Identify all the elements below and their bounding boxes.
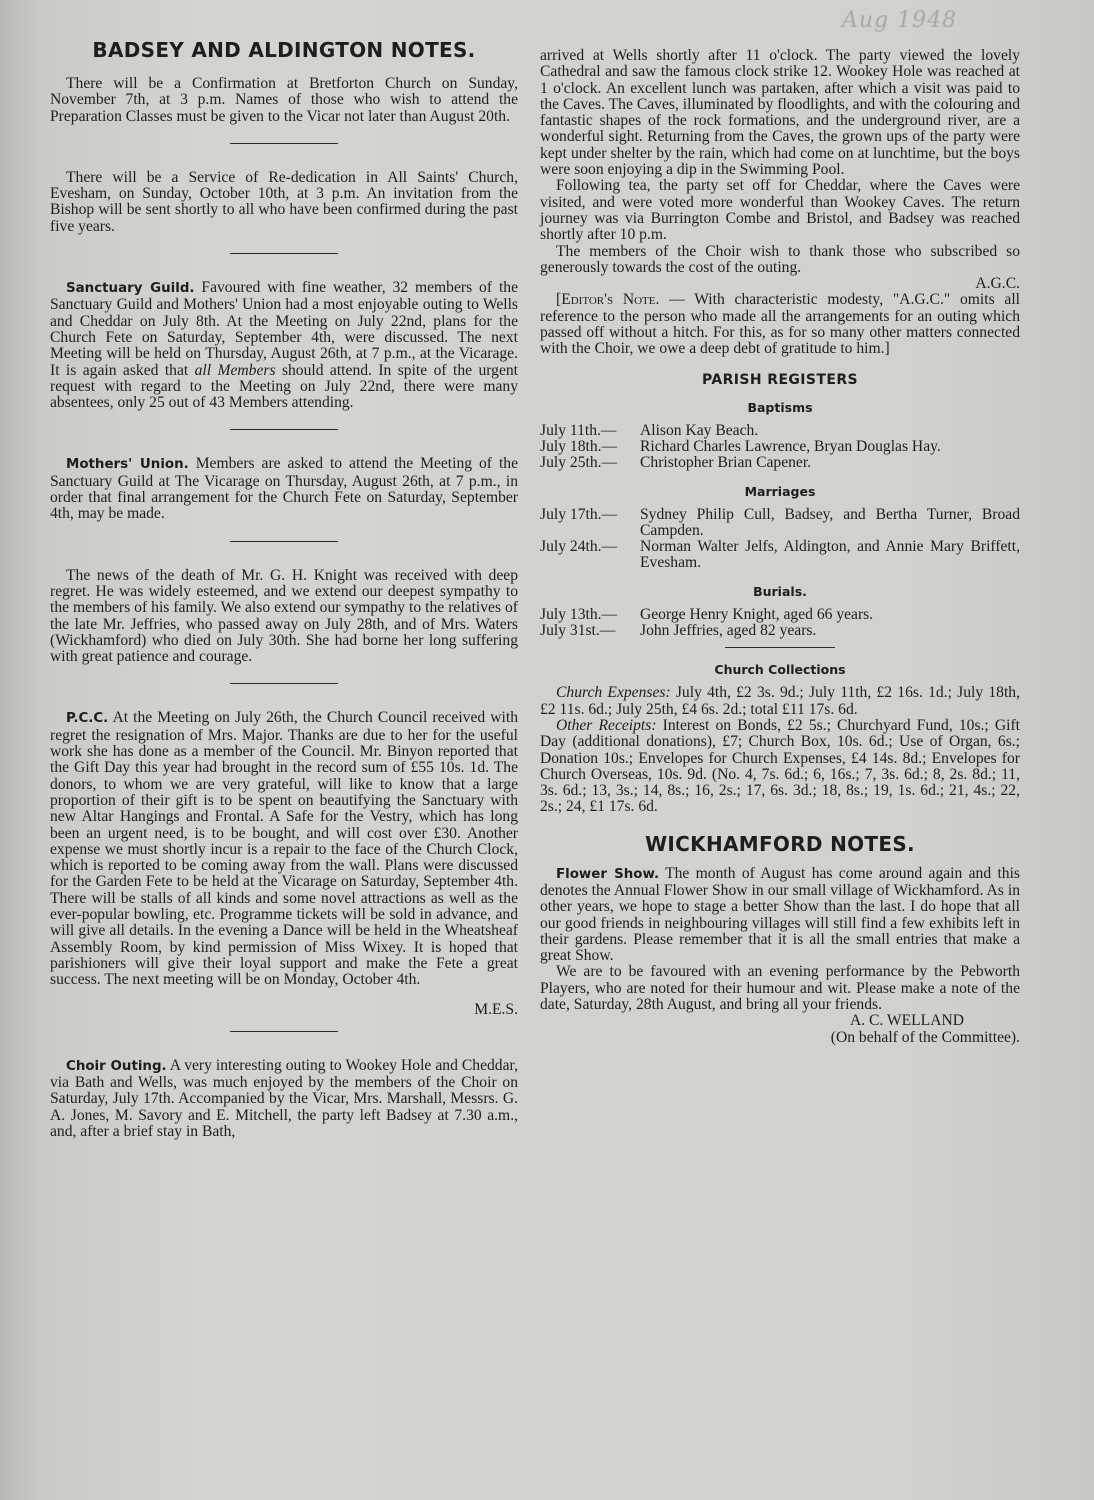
register-names: Christopher Brian Capener.: [640, 454, 812, 472]
rededication-paragraph: There will be a Service of Re-dedication in All Saints' Church, Evesham, on Sunday, October 10th, at 3 p.m. An invitation from the Bishop will be sent shortly to all who have been confirmed during the past five years.: [50, 168, 518, 235]
handwritten-date-note: Aug 1948: [842, 8, 958, 33]
register-names: Alison Kay Beach.: [640, 421, 759, 439]
choir-outing-cheddar: Following tea, the party set off for Cheddar, where the Caves were visited, and were voted more wonderful than Wookey Caves. The return journey was via Burrington Combe and Bristol, and Badsey was reached shortly after 10 p.m.: [540, 177, 1020, 244]
burials-list: [540, 607, 1020, 640]
flower-show-text: The month of August has come around again and this denotes the Annual Flower Show in our small village of Wickhamford. As in other years, we hope to stage a better Show than the last. I do hope that all our good friends in neighbouring villages will still find a few exhibits left in their gardens. Please remember that it is all the small entries that make a great Show.: [540, 864, 1020, 965]
signature-role: (On behalf of the Committee).: [830, 1028, 1020, 1046]
confirmation-paragraph: There will be a Confirmation at Bretforton Church on Sunday, November 7th, at 3 p.m. Names of those who wish to attend the Preparation Classes must be given to the Vicar not later than August 20th.: [50, 75, 518, 125]
register-date: July 18th.—: [540, 437, 618, 455]
editors-note: [540, 292, 1020, 357]
marriages-list: [540, 507, 1020, 572]
sanctuary-guild-emphasis: all Members: [194, 361, 276, 379]
church-collections-heading: Church Collections: [714, 662, 846, 678]
section-divider: [230, 1031, 338, 1032]
register-entry: [540, 423, 1020, 439]
other-receipts-text: Interest on Bonds, £2 5s.; Churchyard Fund, 10s.; Gift Day (additional donations), £7; Church Box, 10s. 6d.; Use of Organ, 6s.; Donation 10s.; Envelopes for Church Expenses, £4 14s. 8d.; Envelopes for Church Overseas, 10s. 9d. (No. 4, 7s. 6d.; 6, 16s.; 7, 3s. 6d.; 8, 2s. 8d.; 11, 3s. 6d.; 13, 3s.; 14, 8s.; 16, 2s.; 17, 6s. 3d.; 18, 8s.; 19, 1s. 6d.; 21, 4s.; 22, 2s.; 24, £1 17s. 6d.: [540, 716, 1020, 816]
church-expenses-text: July 4th, £2 3s. 9d.; July 11th, £2 16s. 1d.; July 18th, £2 11s. 6d.; July 25th, £4 6s. 2d.; total £11 17s. 6d.: [540, 684, 1020, 718]
wickhamford-signature: [540, 1013, 1020, 1046]
register-entry: [540, 623, 1020, 639]
pcc-text: At the Meeting on July 26th, the Church Council received with regret the resignation of Mrs. Major. Thanks are due to her for the useful work she has done as a member of the Council. Mr. Binyon reported that the Gift Day this year had brought in the record sum of £55 10s. 1d. The donors, to whom we are very grateful, will like to know that a large proportion of their gift is to be spent on beautifying the Sanctuary with new Altar Hangings and Frontal. A Safe for the Vestry, which has long been an urgent need, is to be bought, and will cost over £30. Another expense we must shortly incur is a repair to the face of the Church Clock, which is reported to be coming away from the wall. Plans were discussed for the Garden Fete to be held at the Vicarage on Saturday, September 4th. There will be stalls of all kinds and some novel attractions as well as the ever-popular bowling, etc. Programme tickets will be sold in advance, and will give all details. In the evening a Dance will be held in the Wheatsheaf Assembly Room, by kind permission of Miss Wixey. It is hoped that parishioners will give their loyal support and make the Fete a great success. The next meeting will be on Monday, October 4th.: [50, 709, 518, 989]
register-names: John Jeffries, aged 82 years.: [640, 622, 817, 640]
church-expenses-label: Church Expenses:: [556, 684, 671, 702]
register-names: Sydney Philip Cull, Badsey, and Bertha Turner, Broad Campden.: [640, 505, 1020, 539]
left-column: [50, 32, 518, 1140]
section-divider: [230, 143, 338, 144]
register-names: George Henry Knight, aged 66 years.: [640, 605, 874, 623]
baptisms-heading: Baptisms: [747, 399, 813, 415]
register-names: Richard Charles Lawrence, Bryan Douglas Hay.: [640, 437, 941, 455]
pcc-signature: M.E.S.: [474, 1001, 518, 1019]
register-entry: [540, 455, 1020, 471]
sanctuary-guild-text-end: should attend. In spite of the urgent request with regard to the Meeting on July 22nd, there were many absentees, only 25 out of 43 Members attending.: [50, 361, 519, 412]
church-expenses-paragraph: [540, 685, 1020, 718]
section-divider: [725, 647, 835, 648]
other-receipts-label: Other Receipts:: [556, 716, 657, 734]
mothers-union-paragraph: [50, 456, 518, 522]
register-entry: [540, 607, 1020, 623]
sanctuary-guild-lead: Sanctuary Guild.: [66, 281, 195, 297]
register-entry: [540, 507, 1020, 540]
section-divider: [230, 253, 338, 254]
pebworth-players-paragraph: We are to be favoured with an evening performance by the Pebworth Players, who are noted for their humour and wit. Please make a note of the date, Saturday, 28th August, and bring all your friends.: [540, 963, 1020, 1014]
choir-outing-signature: A.G.C.: [975, 275, 1020, 293]
section-divider: [230, 683, 338, 684]
choir-outing-text: A very interesting outing to Wookey Hole and Cheddar, via Bath and Wells, was much enjoyed by the members of the Choir on Saturday, July 17th. Accompanied by the Vicar, Mrs. Marshall, Messrs. G. A. Jones, M. Savory and E. Mitchell, the party left Badsey at 7.30 a.m., and, after a brief stay in Bath,: [50, 1056, 518, 1140]
flower-show-lead: Flower Show.: [556, 866, 660, 882]
marriages-heading: Marriages: [744, 483, 816, 499]
burials-heading: Burials.: [753, 583, 807, 599]
register-date: July 25th.—: [540, 454, 618, 472]
right-column: [540, 48, 1020, 1046]
mothers-union-text: Members are asked to attend the Meeting of the Sanctuary Guild at The Vicarage on Thursday, August 26th, at 7 p.m., in order that final arrangement for the Church Fete on Saturday, September 4th, may be made.: [50, 455, 518, 523]
choir-outing-lead: Choir Outing.: [66, 1058, 167, 1074]
register-date: July 31st.—: [540, 622, 616, 640]
sanctuary-guild-text: Favoured with fine weather, 32 members of the Sanctuary Guild and Mothers' Union had a most enjoyable outing to Wells and Cheddar on July 8th. At the Meeting on July 22nd, plans for the Church Fete on Saturday, September 4th, were discussed. The next Meeting will be held on Thursday, August 26th, at 7 p.m., at the Vicarage. It is again asked that: [50, 279, 518, 379]
register-names: Norman Walter Jelfs, Aldington, and Annie Mary Briffett, Evesham.: [640, 538, 1020, 572]
badsey-notes-heading: BADSEY AND ALDINGTON NOTES.: [92, 38, 476, 62]
choir-outing-paragraph: [50, 1058, 518, 1140]
register-date: July 17th.—: [540, 505, 618, 523]
register-entry: [540, 539, 1020, 572]
editors-note-bracket: [: [556, 291, 562, 309]
editors-note-text: — With characteristic modesty, "A.G.C." omits all reference to the person who made all the arrangements for an outing which passed off without a hitch. For this, as for so many other matters connected with the Choir, we owe a deep debt of gratitude to him.]: [540, 291, 1020, 358]
sanctuary-guild-paragraph: [50, 280, 518, 411]
section-divider: [230, 429, 338, 430]
register-date: July 11th.—: [540, 421, 617, 439]
register-date: July 24th.—: [540, 538, 618, 556]
obituary-paragraph: The news of the death of Mr. G. H. Knight was received with deep regret. He was widely esteemed, and we extend our deepest sympathy to the members of his family. We also extend our sympathy to the relatives of the late Mr. Jeffries, who passed away on July 28th, and of Mrs. Waters (Wickhamford) who died on July 30th. She had borne her long suffering with great patience and courage.: [50, 566, 518, 666]
choir-outing-thanks: The members of the Choir wish to thank those who subscribed so generously towards the cost of the outing.: [540, 242, 1020, 276]
editors-note-label: Editor's Note.: [561, 291, 660, 309]
pcc-paragraph: [50, 710, 518, 988]
signature-name: A. C. WELLAND: [849, 1012, 964, 1030]
register-entry: [540, 439, 1020, 455]
parish-registers-heading: PARISH REGISTERS: [702, 371, 858, 388]
other-receipts-paragraph: [540, 718, 1020, 816]
pcc-lead: P.C.C.: [66, 711, 109, 727]
choir-outing-continued: arrived at Wells shortly after 11 o'clock. The party viewed the lovely Cathedral and saw the famous clock strike 12. Wookey Hole was reached at 1 o'clock. An excellent lunch was partaken, after which a visit was paid to the Caves. The Caves, illuminated by floodlights, and with the colouring and fantastic shapes of the rock formations, and the underground river, are a wonderful sight. Returning from the Caves, the grown ups of the party were kept under shelter by the rain, which had come on at lunchtime, but the boys were soon enjoying a dip in the Swimming Pool.: [540, 47, 1020, 179]
wickhamford-notes-heading: WICKHAMFORD NOTES.: [645, 831, 915, 856]
section-divider: [230, 541, 338, 542]
mothers-union-lead: Mothers' Union.: [66, 457, 189, 473]
flower-show-paragraph: [540, 866, 1020, 965]
baptisms-list: [540, 423, 1020, 472]
register-date: July 13th.—: [540, 605, 618, 623]
